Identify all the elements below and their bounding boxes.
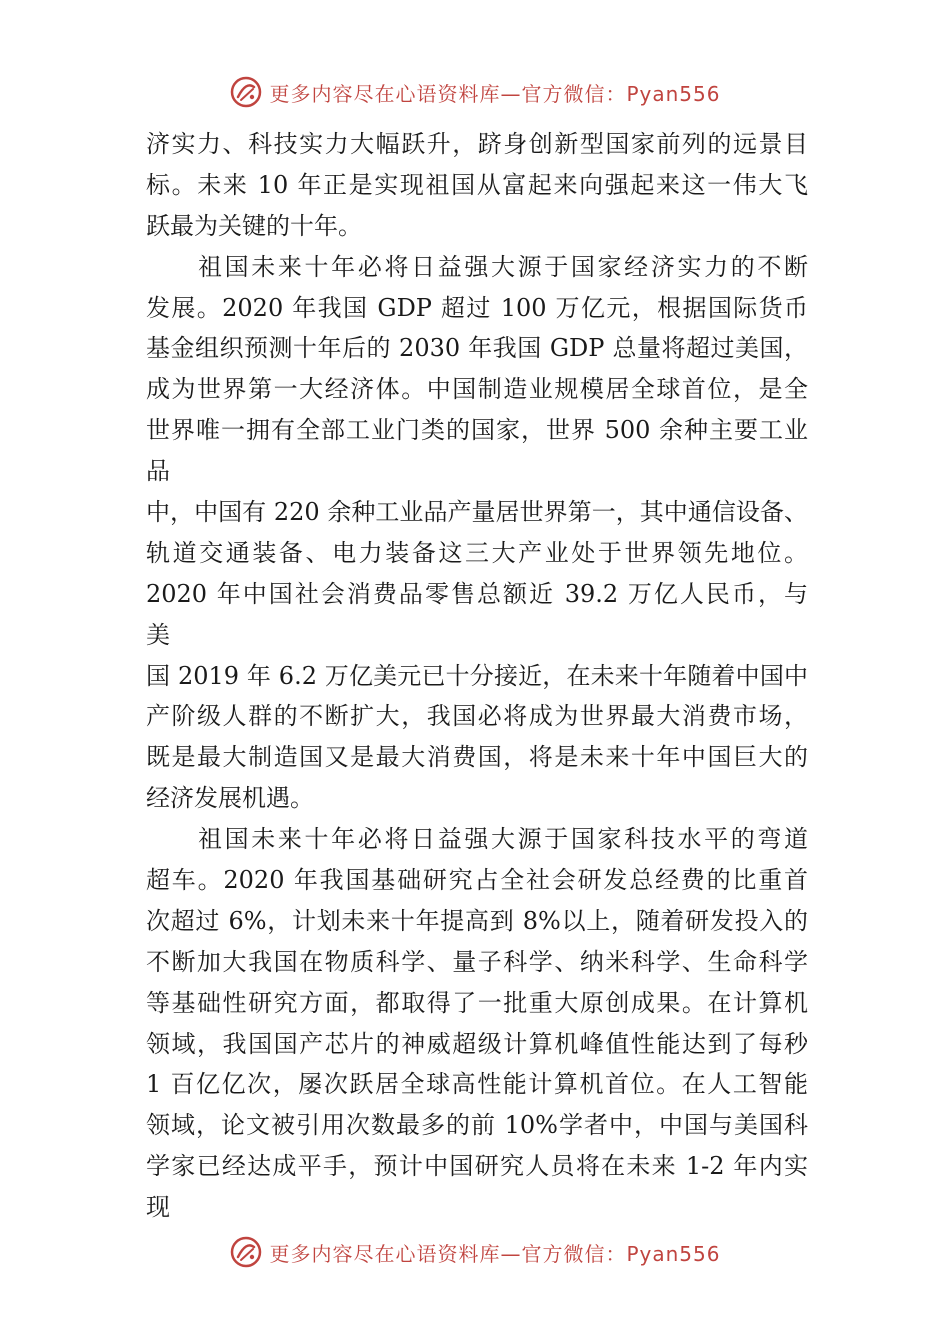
text-line: 发展。2020 年我国 GDP 超过 100 万亿元，根据国际货币 [146, 293, 808, 322]
library-logo-icon [229, 1235, 263, 1269]
text-line: 基金组织预测十年后的 2030 年我国 GDP 总量将超过美国， [146, 334, 808, 363]
text-line: 领域，论文被引用次数最多的前 10%学者中，中国与美国科 [146, 1111, 808, 1140]
text-line: 次超过 6%，计划未来十年提高到 8%以上，随着研发投入的 [146, 906, 808, 935]
text-line: 美 [146, 620, 170, 649]
text-line: 领域，我国国产芯片的神威超级计算机峰值性能达到了每秒 [146, 1029, 808, 1058]
text-line: 超车。2020 年我国基础研究占全社会研发总经费的比重首 [146, 866, 808, 895]
text-line: 祖国未来十年必将日益强大源于国家科技水平的弯道 [198, 825, 808, 854]
text-line: 等基础性研究方面，都取得了一批重大原创成果。在计算机 [146, 988, 808, 1017]
text-line: 既是最大制造国又是最大消费国，将是未来十年中国巨大的 [146, 743, 808, 772]
text-line: 产阶级人群的不断扩大，我国必将成为世界最大消费市场， [146, 702, 808, 731]
text-line: 2020 年中国社会消费品零售总额近 39.2 万亿人民币，与 [146, 579, 808, 608]
text-line: 经济发展机遇。 [146, 784, 314, 813]
text-line: 世界唯一拥有全部工业门类的国家，世界 500 余种主要工业 [146, 416, 808, 445]
text-line: 成为世界第一大经济体。中国制造业规模居全球首位，是全 [146, 375, 808, 404]
text-line: 祖国未来十年必将日益强大源于国家经济实力的不断 [198, 252, 808, 281]
document-body [146, 124, 808, 1228]
text-line: 学家已经达成平手，预计中国研究人员将在未来 1-2 年内实 [146, 1152, 808, 1181]
text-line: 中，中国有 220 余种工业品产量居世界第一，其中通信设备、 [146, 498, 808, 527]
text-line: 轨道交通装备、电力装备这三大产业处于世界领先地位。 [146, 538, 808, 567]
footer-banner-text: 更多内容尽在心语资料库—官方微信：Pyan556 [269, 1241, 721, 1266]
text-line: 标。未来 10 年正是实现祖国从富起来向强起来这一伟大飞 [146, 170, 808, 199]
text-line: 跃最为关键的十年。 [146, 211, 362, 240]
text-line: 不断加大我国在物质科学、量子科学、纳米科学、生命科学 [146, 947, 808, 976]
text-line: 济实力、科技实力大幅跃升，跻身创新型国家前列的远景目 [146, 130, 808, 158]
library-logo-icon [229, 75, 263, 109]
text-line: 1 百亿亿次，屡次跃居全球高性能计算机首位。在人工智能 [146, 1070, 808, 1099]
text-line: 品 [146, 457, 170, 486]
footer-watermark-banner [0, 1232, 950, 1272]
header-watermark-banner [0, 72, 950, 112]
text-line: 现 [146, 1193, 170, 1222]
header-banner-text: 更多内容尽在心语资料库—官方微信：Pyan556 [269, 81, 721, 106]
text-line: 国 2019 年 6.2 万亿美元已十分接近，在未来十年随着中国中 [146, 661, 808, 690]
